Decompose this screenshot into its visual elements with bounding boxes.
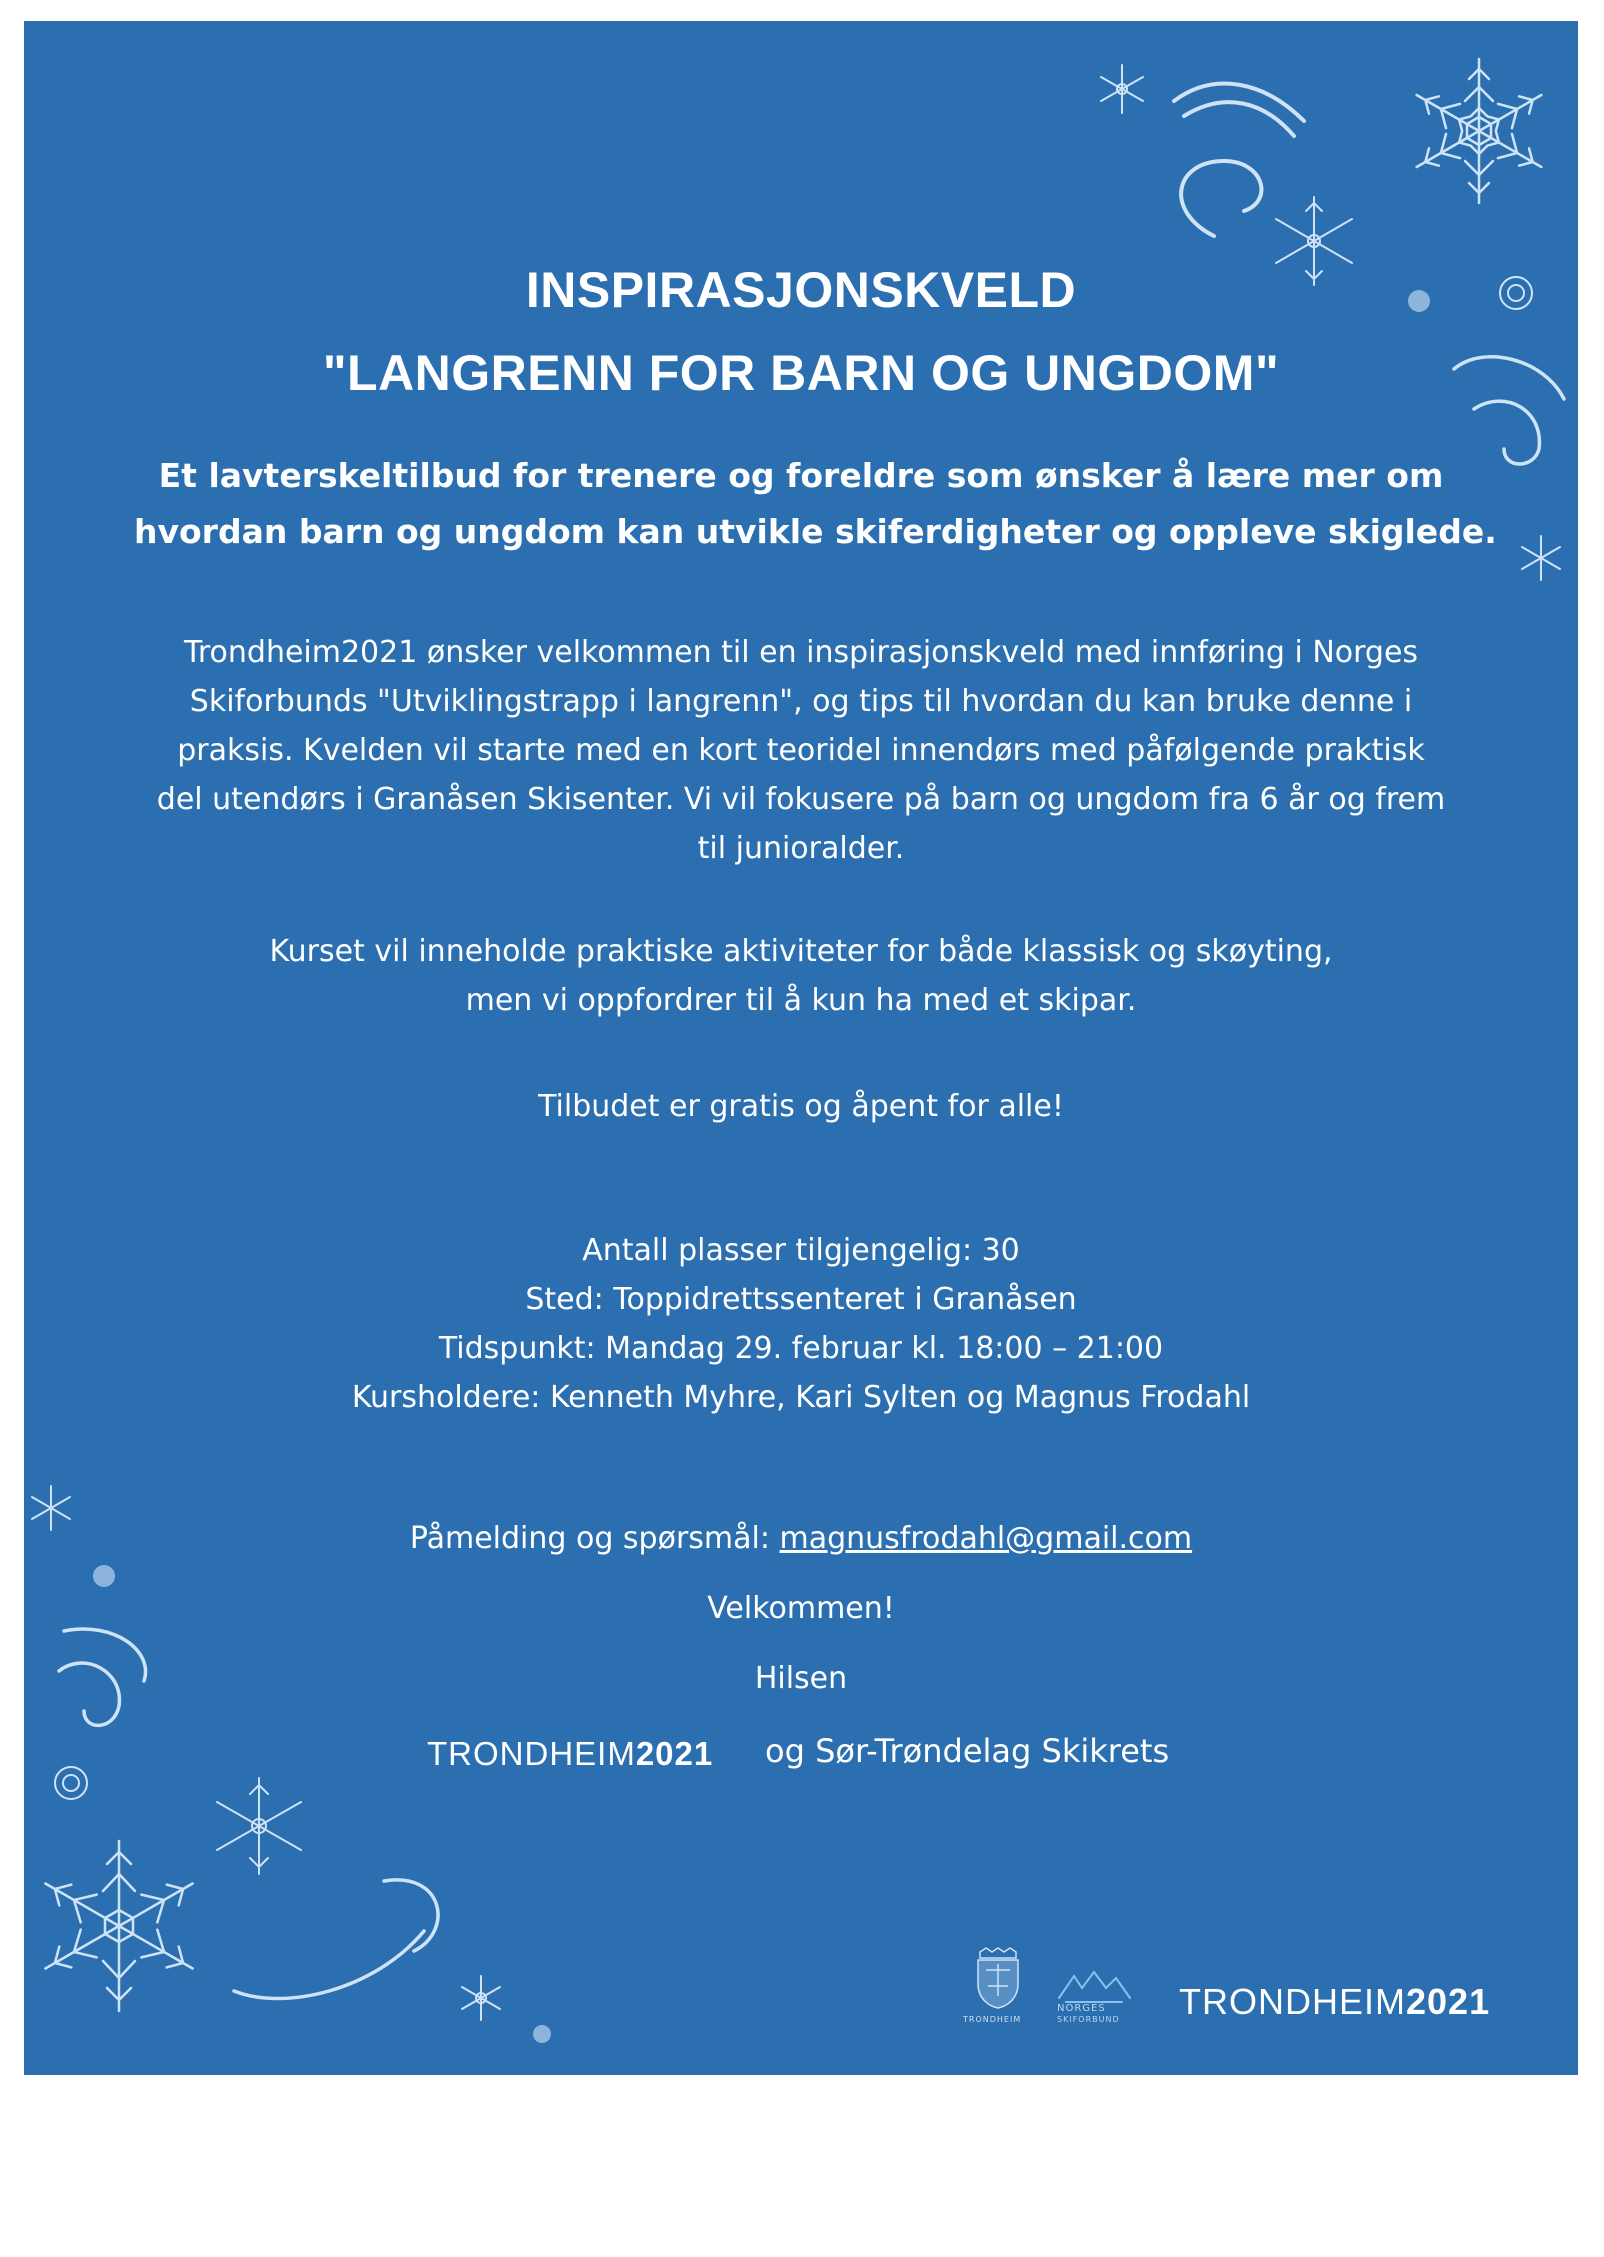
course-paragraph: [134, 927, 1468, 1025]
swirl-icon-bottom: [224, 1871, 464, 2021]
snowflake-icon-large-top-right: [1399, 51, 1559, 211]
detail-time: Tidspunkt: Mandag 29. februar kl. 18:00 – 21:00: [438, 1331, 1164, 1366]
snowflake-icon-large-bottom-left: [24, 1831, 214, 2021]
snowflake-icon-small-top: [1094, 61, 1150, 117]
signup-email-link[interactable]: magnusfrodahl@gmail.com: [779, 1521, 1193, 1556]
snowflake-icon-dot-left: [49, 1761, 93, 1805]
signup-label: Påmelding og spørsmål:: [409, 1521, 780, 1556]
dot-icon-bottom: [529, 2021, 555, 2047]
intro-line: Trondheim2021 ønsker velkommen til en inspirasjonskveld med innføring i Norges: [183, 635, 1419, 670]
intro-line: til junioralder.: [697, 831, 905, 866]
signature-brand: [427, 1734, 713, 1773]
course-line: men vi oppfordrer til å kun ha med et skipar.: [465, 983, 1137, 1018]
footer-brand-logo: [1179, 1981, 1490, 2023]
course-line: Kurset vil inneholde praktiske aktiviteter for både klassisk og skøyting,: [269, 934, 1333, 969]
subtitle-line: hvordan barn og ungdom kan utvikle skiferdigheter og oppleve skiglede.: [134, 512, 1497, 551]
footer-brand-bold: 2021: [1406, 1981, 1491, 2022]
signature-organizers: og Sør-Trøndelag Skikrets: [765, 1732, 1170, 1770]
event-details: [134, 1226, 1468, 1422]
subtitle-line: Et lavterskeltilbud for trenere og foreldre som ønsker å lære mer om: [158, 456, 1444, 495]
footer-brand-thin: TRONDHEIM: [1179, 1981, 1406, 2022]
swirl-icon-top: [1154, 61, 1324, 241]
detail-location: Sted: Toppidrettssenteret i Granåsen: [525, 1282, 1077, 1317]
skiforbund-caption-1: NORGES: [1057, 2003, 1106, 2014]
detail-instructors: Kursholdere: Kenneth Myhre, Kari Sylten og Magnus Frodahl: [351, 1380, 1251, 1415]
intro-paragraph: [134, 628, 1468, 873]
intro-line: praksis. Kvelden vil starte med en kort teoridel innendørs med påfølgende praktisk: [177, 733, 1425, 768]
intro-line: Skiforbunds "Utviklingstrapp i langrenn", og tips til hvordan du kan bruke denne i: [189, 684, 1413, 719]
coat-of-arms-icon: [972, 1946, 1024, 2014]
poster-subtitle: [134, 448, 1497, 560]
kommune-caption: TRONDHEIM: [963, 2015, 1022, 2024]
poster: [24, 21, 1578, 2075]
signature-brand-bold: 2021: [635, 1735, 714, 1772]
poster-title-line-1: INSPIRASJONSKVELD: [525, 262, 1077, 318]
free-offer-text: Tilbudet er gratis og åpent for alle!: [538, 1089, 1064, 1124]
detail-seats: Antall plasser tilgjengelig: 30: [582, 1233, 1020, 1268]
signup-line: [24, 1521, 1578, 1556]
signature-brand-thin: TRONDHEIM: [427, 1735, 636, 1772]
snowflake-icon-small-right: [1514, 531, 1568, 585]
snowflake-icon-medium-bottom: [204, 1771, 314, 1881]
intro-line: del utendørs i Granåsen Skisenter. Vi vil fokusere på barn og ungdom fra 6 år og frem: [156, 782, 1446, 817]
snowflake-icon-small-bottom: [454, 1971, 508, 2025]
welcome-text: Velkommen!: [707, 1591, 895, 1626]
skiforbund-caption-2: SKIFORBUND: [1057, 2015, 1120, 2024]
greeting-text: Hilsen: [754, 1661, 848, 1696]
poster-title-line-2: "LANGRENN FOR BARN OG UNGDOM": [322, 345, 1280, 401]
dot-icon-left: [89, 1561, 119, 1591]
